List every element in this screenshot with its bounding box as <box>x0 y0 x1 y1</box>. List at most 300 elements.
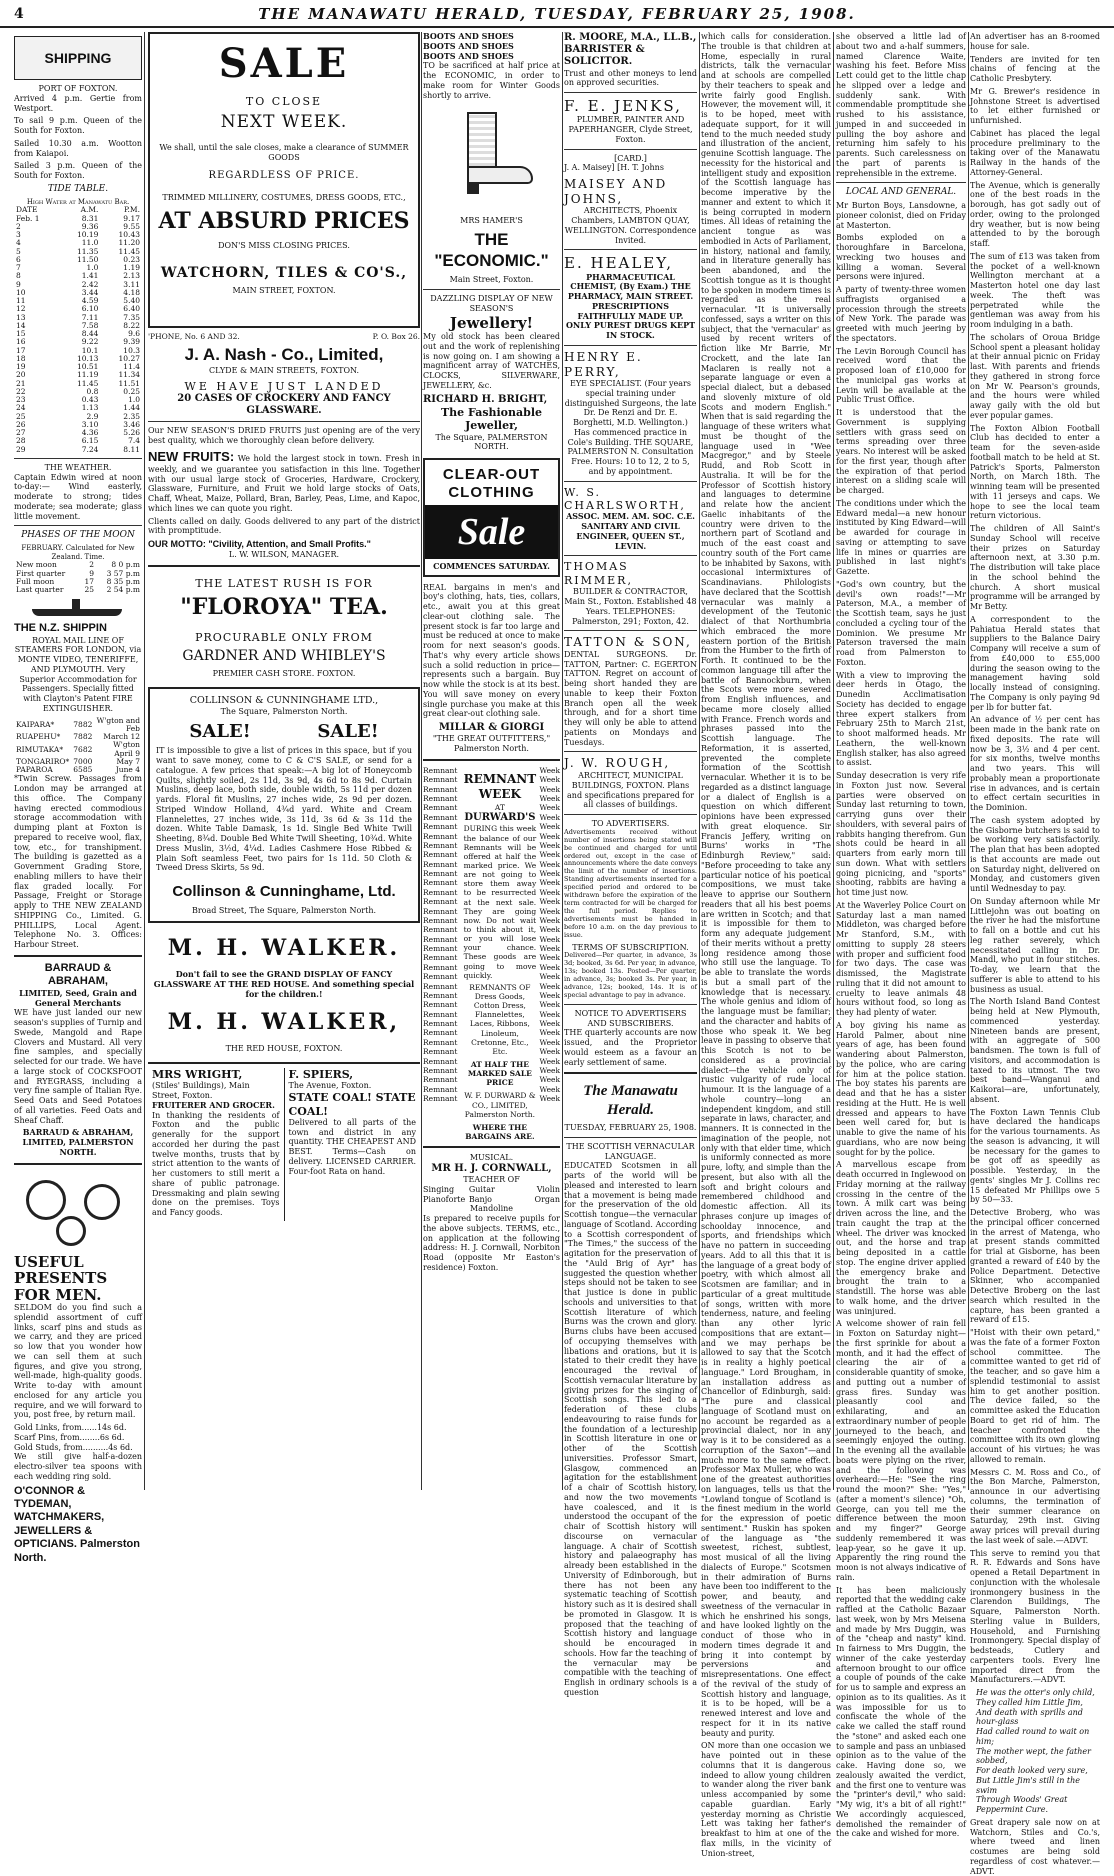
tide-cell: 10.19 <box>76 230 99 239</box>
to-advertisers-body: Advertisements received without number of insertions being stated will be continued and charged for until ordered out, except in the case of announcements where the date conveys the limit of the number of insertions. Standing advertisements inserted for a specified period and ordered to be withdrawn before the expiration of the term contracted for will be charged for the full period. Replies to advertisements must be handed in before 10 a.m. on the day previous to issue. <box>564 827 697 939</box>
moon-cell: 8 0 p.m <box>111 560 140 570</box>
remnant-body: DURING this week the balance of our Remnants will be offered at half the marked price. We are not going to store them away to be resurrected at the next sale. They are going now. Do not wait to think about it, or you will lose your chance. These goods are going to move quickly. <box>463 824 537 980</box>
tide-cell: 1.13 <box>81 403 99 413</box>
news-brief: "Hoist with their own petard," was the fate of a former Foxton school committee. The committee wanted to get rid of the teacher, and so gave him a splendid testimonial to assist him to get another position. The device failed, so the committee asked the Education Board to get rid of him. The teacher confronted the committee with its own glowing account of his virtues; he was allowed to remain. <box>970 1328 1100 1464</box>
local-news-item: With a view to improving the deer herds in Otago, the Dunedin Acclimatisation Society has decided to engage three expert stalkers from February 25th to March 21st, to shoot malformed heads. Mr Leathern, the well-known English stalker, has also agreed to assist. <box>836 670 966 768</box>
column-rule <box>562 32 563 1490</box>
remnant-label: Remnant <box>423 1000 458 1010</box>
tide-cell: 5.26 <box>123 428 140 437</box>
tide-cell: 0.25 <box>123 386 140 396</box>
remnants-of: REMNANTS OF Dress Goods, Cotton Dress, Flannelettes, Laces, Ribbons, Linoleum, Cretonne, Etc., Etc. <box>469 982 531 1056</box>
week-label: Week <box>539 878 560 888</box>
clearout-sale-word: Sale <box>425 505 558 559</box>
bright-address: The Square, PALMERSTON NORTH. <box>435 432 548 452</box>
charlsworth-sub: ASSOC. MEM. AM. SOC. C.E. SANITARY AND CIVIL ENGINEER, QUEEN ST., LEVIN. <box>566 511 695 551</box>
bright-title: The Fashionable Jeweller, <box>440 405 543 433</box>
tide-table-title: TIDE TABLE. <box>47 183 109 194</box>
remnant-label: Remnant <box>423 784 458 794</box>
tide-cell: 1.41 <box>81 271 99 281</box>
collinson-address: The Square, Palmerston North. <box>220 706 348 716</box>
week-label: Week <box>539 1037 560 1047</box>
sailing-cell: 7000 <box>73 756 93 766</box>
remnant-label: Remnant <box>423 775 458 785</box>
column-professional <box>564 32 697 1697</box>
millar-sub: "THE GREAT OUTFITTERS," Palmerston North. <box>432 734 551 754</box>
tide-cell: 3 <box>16 230 21 239</box>
tide-cell: 3.10 <box>81 419 99 429</box>
wright-spiers-ads <box>148 1062 420 1221</box>
remnant-label: Remnant <box>423 962 458 972</box>
poem-line: He was the otter's only child, <box>976 1688 1095 1697</box>
column-shipping <box>14 32 142 1564</box>
tide-cell: 1.19 <box>123 263 140 272</box>
useful-presents-title: USEFUL PRESENTS FOR MEN. <box>14 1252 108 1304</box>
tide-cell: 3.46 <box>123 419 140 429</box>
cornwall-name: MR H. J. CORNWALL, <box>431 1162 552 1174</box>
remnant-label: Remnant <box>423 822 458 832</box>
remnant-label: Remnant <box>423 1084 458 1094</box>
nz-shipping-footer: *Twin Screw. Passages from London may be arranged at this office. The Company having erected commodious storage accommodation with dumping plant at Foxton is prepared to receive wool, flax, tow, etc., for transhipment. The building is gazetted as a Government Grading Store, enabling millers to have their flax graded locally. For Passage, Freight or Storage apply to THE NEW ZEALAND SHIPPING Co., Limited. G. PHILLIPS, Local Agent. Telephone No. 3. Offices: Harbour Street. <box>14 774 142 950</box>
tide-cell: 5 <box>16 246 21 256</box>
boots-heading: BOOTS AND SHOES <box>423 40 514 51</box>
local-news-item: A party of twenty-three women suffragists organised a procession through the streets of New York. The parade was greeted with much jeering by the spectators. <box>836 285 966 343</box>
musical-heading: MUSICAL. <box>469 1153 514 1163</box>
masthead <box>0 0 1114 28</box>
news-brief: This serve to remind you that R. R. Edwards and Sons have opened a Retail Department in conjunction with the wholesale ironmongery business in the Clarendon Buildings, The Square, Palmerston North. Sterling value in Builders, Household, and Furnishing Ironmongery. Special display of bedsteads, Cutlery and carpenters tools. Every line imported direct from the Manufacturers.—ADVT. <box>970 1548 1100 1685</box>
sailing-row <box>14 766 142 774</box>
tide-cell: 1.44 <box>123 403 140 413</box>
tide-cell: 6 <box>16 254 21 264</box>
moon-cell: 2 54 p.m <box>106 585 140 595</box>
article-continued: which calls for consideration. The trouble is that children at Home, especially in rural districts, talk the vernacular and at schools are compelled by their teachers to speak and write fairly good English. However, the movement will, it is to be hoped, meet with adequate support, for it will tend to the much needed study and illustration of the ancient, genuine Scottish language. The necessity for the historical and intelligent study and exposition of the Scottish language has become imperative by the manner and extent to which it is being corrupted in modern times. All ideas of retaining the ancient tongue as was embodied in Acts of Parliament, in history, national and family, and in literature generally has been abandoned, and the Scottish tongue as it is thought to be spoken in modern times is regarded as the real vernacular. "It is universally confessed, says a writer on this subject, that the 'vernacular' as used by recent writers of fiction like Mr Barrie, Mr Crockett, and the late Ian Maclaren is really not a separate language or even a special dialect, but a debased and slovenly mixture of old Scots and modern English." When that is said regarding the language of these writers what must be thought of the language used in "Wee Macgregor," and by Steele Rudd, and Rob Scott in Australia. It will be for the Professor of Scottish history and languages to determine and relate how the ancient Gaelic inhabitants of the country were driven to the northern part of Scotland and much of the east coast and country south of the Fort came to be inhabited by Saxons, with occasional intermixtures of Scandinavians. Philologists have declared that the Scottish vernacular was mainly a development of the Teutonic dialect of that Northumbria which embraced the more eastern portion of the British from the Humber to the firth of Forth. It continued to be the common language till after the battle of Bannockburn, when the Scots were more severed from English influences, and became more closely allied with France. French words and phrases passed into the Scottish language. The Reformation, it is asserted, prevented the complete formation of the Scottish vernacular. Whether it is to be regarded as a distinct language or a dialect of English is a question on which different opinions have been expressed with great eloquence. Sir Francis Jeffery, writing on Burns' works in "The Edinburgh Review," said: "Before proceeding to take any particular notice of his poetical compositions, we must take leave to apprise our Southern readers that all his best poems are written in Scotch; and that it is impossible for them to form any adequate judgement of their merits without a pretty long residence among those who still use the language. To be able to translate the words is but a small part of the knowledge that is necessary. The whole genius and idiom of the language must be familiar; and the character and habits of those who speak it. We beg leave in passing to observe that this Scotch is not to be considered as a provincial dialect—the vehicle only of rustic vulgarity of rude local humour. It is the language of a whole country—long an independent kingdom, and still separate in laws, character, and manners. It is connected in the imagination of the people, not only with that elder time, which is uniformly connected as more pure, lofty, and simple than the present, but also with all the soft and bright colours and remembered childhood and domestic affection. All its phrases conjure up images of schoolday innocence, and sports, and friendships which have no pattern in succeeding years. Add to all this that it is the language of a great body of poetry, with which almost all Scotsmen are familiar; and in particular of a great multitude of songs, written with more tenderness, nature, and feeling than any other lyric compositions that are extant—and we may perhaps be allowed to say that the Scotch is in reality a highly poetical language." Lord Brougham, in an installation address as Chancellor of Edinburgh, said: "The pure and classical language of Scotland must on no account be regarded as a provincial dialect, nor in any way is it to be considered as a corruption of the Saxon"—and much more to the same effect. Professor Max Muller, who was one of the greatest authorities on languages, tells us that the "Lowland tongue of Scotland is the finest medium in the world for the expression of poetic sentiment." Ruskin has spoken of the language as "the sweetest, richest, subtlest, most musical of all the living dialects of Europe." Scotsmen in their admiration of Burns have been too indifferent to the power, and beauty, and sweetness of the vernacular in which he enshrined his songs, and have looked lightly on the conduct of those who in modern times degrade it and bring it into contempt by perversions and misrepresentations. One effect of the revival of the study of Scottish history and language, it is to be hoped, will be a renewed interest and love and respect for it in its native beauty and purity. <box>701 32 831 1738</box>
week-label: Week <box>539 775 560 785</box>
sailing-cell: W'gton April 9 <box>113 740 140 758</box>
week-label: Week <box>539 822 560 832</box>
week-label: Week <box>539 925 560 935</box>
instrument: Banjo <box>468 1194 492 1204</box>
news-brief: The North Island Band Contest being held at New Plymouth, commenced yesterday. Nineteen bands are present, with an aggregate of 500 bandsmen. The town is full of visitors, and accommodation is taxed to its utmost. The two best band—Wanganui and Kaikorai—are, unfortunately, absent. <box>970 997 1100 1104</box>
week-label: Week <box>539 1028 560 1038</box>
week-label: Week <box>539 915 560 925</box>
sale-absurd-prices: AT ABSURD PRICES <box>158 208 410 235</box>
sale-regardless: REGARDLESS OF PRICE. <box>208 170 360 182</box>
tide-cell: 16 <box>16 337 26 347</box>
tide-cell: 8.22 <box>123 320 140 330</box>
tide-cell: 0.43 <box>81 395 99 404</box>
nz-shipping-body: ROYAL MAIL LINE OF STEAMERS FOR LONDON, via MONTE VIDEO, TENERIFFE, AND PLYMOUTH. Very Superior Accommodation for Passengers. Specially fitted with Clayton's Patent FIRE EXTINGUISHER. <box>14 635 142 713</box>
local-news-item: It has been maliciously reported that the wedding cake raffled at the Catholic Bazaar last week, won by Mrs Meisena and made by Mrs Duggin, was of the "cheap and nasty" kind. In fairness to Mrs Duggin, the winner of the cake yesterday afternoon brought to our office a couple of pounds of the cake for us to sample and express an opinion as to its qualities. As it was impossible for us to confiscate the whole of the cake we called the staff round the "stone" and asked each one to sample and pass an unbiased opinion as to the value of the cake. Having done so, we zealously awaited the verdict, and the first one to venture was the "printer's devil," who said: "My wig, it's a bit of all right!" We accordingly acquiesced, demolished the remainder of the cake and wished for more. <box>836 1585 966 1839</box>
barraud-body: WE have just landed our new season's supplies of Turnip and Swede, Mangold and Rape Clovers and Mustard. All very fine samples, and specially selected for our trade. We have a large stock of COCKSFOOT and RYEGRASS, including a very fine sample of Italian Rye. Seed Oats and Seed Potatoes of all varieties. Feed Oats and Sheaf Chaff. <box>14 1008 142 1125</box>
week-label: Week <box>539 859 560 869</box>
poem-line: Through Woods' Great Peppermint Cure. <box>976 1795 1068 1814</box>
boots-heading: BOOTS AND SHOES <box>423 50 514 61</box>
moore-heading: R. MOORE, M.A., LL.B., BARRISTER & SOLICITOR. <box>564 32 697 68</box>
tide-cell: 3.11 <box>123 279 140 289</box>
nash-title: J. A. Nash - Co., Limited, <box>184 345 384 365</box>
nash-fruits-intro: Our NEW SEASON'S DRIED FRUITS just opening are of the very best quality, which we thoroughly clean before delivery. <box>148 426 420 446</box>
column-rule <box>699 32 700 1490</box>
tide-cell: 6.15 <box>81 436 99 446</box>
tide-cell: 9 <box>16 279 21 289</box>
nz-shipping-title: THE N.Z. SHIPPIN <box>14 622 107 635</box>
remnant-label: Remnant <box>423 1056 458 1066</box>
week-label: Week <box>539 1084 560 1094</box>
where-bargains: WHERE THE BARGAINS ARE. <box>465 1122 535 1141</box>
tide-row <box>14 446 142 454</box>
river-warning: ON more than one occasion we have pointed out in these columns that it is dangerous indeed to allow young children to wander along the river bank unless accompanied by some capable guardian. Early yesterday morning as Christie Lett was taking her father's breakfast to him at one of the flax mills, in the vicinity of Union-street, <box>701 1741 831 1858</box>
tide-cell: 3.44 <box>81 287 99 297</box>
tatton-sub: DENTAL SURGEONS. Dr. TATTON, Partner: C. EGERTON TATTON. Regret on account of being short handed they are unable to keep their Foxton Branch open all the week through, and for a short time they will only be able to attend patients on Mondays and Tuesdays. <box>564 649 697 747</box>
column-article-cont <box>701 32 831 1858</box>
tide-cell: 15 <box>16 329 26 338</box>
herald-nameplate: The Manawatu Herald. <box>583 1083 678 1118</box>
clearout-advert <box>423 458 560 577</box>
sale-to-close: TO CLOSE <box>245 94 323 108</box>
sale-trimmed: TRIMMED MILLINERY, COSTUMES, DRESS GOODS, ETC., <box>162 192 406 202</box>
wright-line: FRUITERER AND GROCER. <box>152 1099 275 1110</box>
arrivals-list <box>14 94 142 181</box>
tide-cell: 2.9 <box>86 411 99 421</box>
article-title: THE SCOTTISH VERNACULAR LANGUAGE. <box>566 1141 695 1161</box>
tide-row <box>14 322 142 330</box>
walker-address: THE RED HOUSE, FOXTON. <box>225 1044 343 1054</box>
moon-cell: 2 <box>89 560 94 570</box>
local-news-item: At the Waverley Police Court on Saturday last a man named Middleton, was charged before Mr Stanford, S.M., with omitting to supply 28 steers with proper and sufficient food for two days. The case was dismissed, the Magistrate ruling that it did not amount to cruelty to leave animals 48 hours without food, so long as they had plenty of water. <box>836 900 966 1018</box>
collinson-address-2: Broad Street, The Square, Palmerston North. <box>191 905 377 915</box>
instrument: Pianoforte <box>423 1194 466 1204</box>
arrival-item: Sailed 3 p.m. Queen of the South for Foxton. <box>14 161 142 180</box>
remnant-label: Remnant <box>423 1075 458 1085</box>
steamer-icon <box>14 597 142 619</box>
sailing-cell: June 4 <box>115 765 140 775</box>
nash-address: CLYDE & MAIN STREETS, FOXTON. <box>208 365 360 375</box>
poem-line: For death looked very sure, <box>976 1766 1088 1775</box>
local-news-item: The conditions under which the Edward medal—a new honour instituted by King Edward—will be awarded for courage in saving or attempting to save life in mines or quarries are published in last night's Gazette. <box>836 498 966 577</box>
barraud-footer: BARRAUD & ABRAHAM, LIMITED, PALMERSTON NORTH. <box>22 1127 134 1157</box>
collinson-advert <box>148 687 420 923</box>
price-line: Scarf Pins, from........6s 6d. <box>14 1432 125 1442</box>
durward-company: W. F. DURWARD & CO., LIMITED, Palmerston North. <box>464 1091 536 1119</box>
port-heading: PORT OF FOXTON. <box>38 84 118 93</box>
notice-body: THE quarterly accounts are now issued, and the Proprietor would esteem as a favour an early settlement of same. <box>564 1028 697 1067</box>
news-brief: The Avenue, which is generally one of the best roads in the borough, has got sadly out of order, owing to the prolonged dry weather, but is now being attended to by the borough staff. <box>970 180 1100 248</box>
nash-crates: 20 CASES OF CROCKERY AND FANCY GLASSWARE. <box>177 393 391 417</box>
sailing-cell: RUAPEHU* <box>16 732 61 742</box>
nz-sailings-table <box>14 717 142 775</box>
week-label: Week <box>539 962 560 972</box>
price-line: Gold Studs, from..........4s 6d. <box>14 1442 133 1452</box>
column-rule <box>968 32 969 1490</box>
tide-cell: 10.43 <box>118 230 140 239</box>
newspaper-title: THE MANAWATU HERALD, TUESDAY, FEBRUARY 25, 1908. <box>258 5 856 23</box>
tide-cell: 7.11 <box>81 312 99 322</box>
remnant-label: Remnant <box>423 972 458 982</box>
local-news-item: The Levin Borough Council has received word that the proposed loan of £10,000 for the municipal gas works at Levin will be available at the Public Trust Office. <box>836 346 966 405</box>
hamer-label: MRS HAMER'S <box>460 216 523 226</box>
news-brief: Mr G. Brewer's residence in Johnstone Street is advertised to let either furnished or unfurnished. <box>970 86 1100 125</box>
week-label: Week <box>539 981 560 991</box>
moon-cell: Last quarter <box>16 585 64 595</box>
collinson-body: IT is impossible to give a list of prices in this space, but if you want to save money, come to C & C'S SALE, or send for a catalogue. A few prices that speak:—A big lot of Honeycomb Quilts, slightly soiled, 2s 11d, 3s 9d, 4s 6d to 8s 9d. Curtain Muslins, deep lace, both side, double width, 5s 11d per dozen yards. Floral fit Muslins, 27 inches wide, 2s 9d per dozen. Striped Window Holland, 4¾d yard. White and Cream Flannelettes, 27 inches wide, 3s 11d, 3s 6d & 3s 11d the dozen. White Table Damask, 1s 1d. Single Bed White Twill Sheeting, 8¾d. Double Bed White Twill Sheeting, 10¾d. White Dress Muslin, 3½d, 4¼d. Ladies Cashmere Hose Ribbed & Plain Soft seamless Feet, two pairs for 1s 11d. 50 Cloth & Tweed Dress Skirts, 5s 9d. <box>156 746 412 873</box>
news-brief: The children of All Saint's Sunday School will receive their prizes on Saturday afternoon next, at 3.30 p.m. The distribution will take place in the school behind the church. A short musical programme will be arranged by Mr Betty. <box>970 524 1100 611</box>
perry-sub: EYE SPECIALIST. (Four years special training under distinguished Surgeons, the late Dr. De Renzi and Dr. E. Borghetti, M.D. Wellington.) Has commenced practice in Cole's Building. THE SQUARE, PALMERSTON N. Consultation Free. Hours: 10 to 12, 2 to 5, and by appointment. <box>564 379 697 476</box>
news-brief: An advance of ½ per cent has been made in the bank rate on fixed deposits. The rate will now be 3, 3½ and 4 per cent. for six months, twelve months and two years. This will probably mean a proportionate rise in advances, and is certain to effect certain securities in the Dominion. <box>970 715 1100 812</box>
local-news-item: It is understood that the Government is supplying settlers with grass seed on terms spreading over three years. No interest will be asked for the first year, though after the expiration of that period interest on a sliding scale will be charged. <box>836 408 966 496</box>
cornwall-body: Is prepared to receive pupils for the above subjects. TERMS, etc., on application at the following address: H. J. Cornwall, Norbiton Road (opposite Mr Easton's residence) Foxton. <box>423 1214 560 1272</box>
remnant-label: Remnant <box>423 1094 458 1104</box>
terms-body: Delivered—Per quarter, in advance, 3s 3d; booked, 3s 6d. Per year, in advance, 13s; booked 13s. Posted—Per quarter, in advance, 3s; booked 3s. Per year, in advance, 12s; booked, 14s. It is of special advantage to pay in advance. <box>564 951 697 1000</box>
tide-cell: 28 <box>16 436 26 446</box>
news-brief: Messrs C. M. Ross and Co., of the Bon Marche, Palmerston, announce in our advertising columns, the termination of their summer clearance on Saturday, 29th inst. Giving away prices will prevail during the last week of sale.—ADVT. <box>970 1467 1100 1545</box>
tide-cell: 21 <box>16 378 26 388</box>
remnant-label: Remnant <box>423 887 458 897</box>
tide-cell: 0.23 <box>123 254 140 264</box>
tide-cell: 20 <box>16 370 26 380</box>
tide-cell: 11.20 <box>118 238 140 248</box>
watchorn-address: MAIN STREET, FOXTON. <box>232 286 336 296</box>
tide-cell: 2.35 <box>123 411 140 421</box>
wright-body: In thanking the residents of Foxton and the public generally for the support accorded her during the past twelve months, trusts that by strict attention to the wants of her customers to still merit a share of public patronage. Dressmaking and plain sewing done on the premises. Toys and Fancy goods. <box>152 1110 280 1218</box>
tide-cell: 9.6 <box>128 329 140 338</box>
remnant-label: Remnant <box>423 990 458 1000</box>
dazzling-heading: DAZZLING DISPLAY OF NEW SEASON'S <box>430 294 553 313</box>
tide-row <box>14 388 142 396</box>
tide-cell: 1.0 <box>128 395 140 404</box>
remnant-label: Remnant <box>423 925 458 935</box>
sale-dont-miss: DON'S MISS CLOSING PRICES. <box>218 241 350 251</box>
sailing-cell: 6585 <box>73 765 93 775</box>
spiers-coal: STATE COAL! STATE COAL! <box>288 1091 416 1118</box>
tide-cell: 7.58 <box>81 320 99 330</box>
arrival-item: To sail 9 p.m. Queen of the South for Foxton. <box>14 116 142 135</box>
moon-cell: 25 <box>84 585 94 595</box>
tide-cell: 1.0 <box>86 263 99 272</box>
local-news-item: A marvellous escape from death occurred in Inglewood on Friday morning at the railway crossing in the centre of the town. A milk cart was being driven across the line, and the train caught the trap at the wheel. The driver was knocked out, and the horse and trap being deposited in a cattle stop. The engine driver applied the emergency brake and brought the train to a standstill. The horse was able to walk home, and the driver was uninjured. <box>836 1160 966 1316</box>
tide-cell: 8.31 <box>81 213 99 223</box>
week-label: Week <box>539 803 560 813</box>
nash-motto: OUR MOTTO: "Civility, Attention, and Small Profits." <box>148 539 371 550</box>
tide-cell: 11.45 <box>76 378 99 388</box>
sailing-cell: W'gton and Feb <box>96 715 140 733</box>
week-label: Week <box>539 794 560 804</box>
weather-title: THE WEATHER. <box>44 462 112 472</box>
tide-cell: 7.24 <box>81 444 99 454</box>
week-label: Week <box>539 934 560 944</box>
remnant-label: Remnant <box>423 897 458 907</box>
moon-cell: 17 <box>84 576 94 586</box>
news-brief: The sum of £13 was taken from the pocket of a well-known Wellington merchant at a Masterton hotel one day last week. The theft was perpetrated while the gentleman was away from his room indulging in a bath. <box>970 251 1100 329</box>
moon-cell: First quarter <box>16 568 66 578</box>
weather-report: Captain Edwin wired at noon to-day:— Wind easterly, moderate to strong; tides moderate; sea moderate; glass little movement. <box>14 472 142 521</box>
sale-heading: SALE <box>218 40 350 87</box>
sailing-cell: May 7 <box>116 756 140 766</box>
tide-header: P.M. <box>124 205 140 215</box>
tide-cell: 5.40 <box>123 296 140 305</box>
moon-subtitle: FEBRUARY. Calculated for New Zealand. Time. <box>21 544 135 561</box>
editorial-date: TUESDAY, FEBRUARY 25, 1908. <box>564 1123 697 1133</box>
tide-cell: 10.3 <box>123 345 140 355</box>
sailing-cell: RIMUTAKA* <box>16 744 64 754</box>
tide-header: A.M. <box>80 205 99 215</box>
local-news-item: Bombs exploded on a thoroughfare in Barcelona, wrecking two houses and killing a woman. Several persons were injured. <box>836 233 966 282</box>
tide-cell: 9.55 <box>123 221 140 231</box>
sailing-cell: 7882 <box>73 719 93 729</box>
local-news-item: A welcome shower of rain fell in Foxton on Saturday night—the first sprinkle for about a month, and it had the effect of clearing the air of a considerable quantity of smoke, and putting out a number of grass fires. Sunday was pleasantly cool and exhilarating, and an extraordinary number of people journeyed to the beach, and seemingly enjoyed the outing. In the evening all the available boats were plying on the river, and the following was overheard:—He: "See the ring round the moon?" She: "Yes," (after a moment's silence) "Oh, George, can you tell me the difference between the moon and my finger?" George suddenly remembered it was leap-year, so he gave it up. Apparently the ring round the moon is not always indicative of rain. <box>836 1319 966 1582</box>
tea-latest-rush: THE LATEST RUSH IS FOR <box>195 576 373 590</box>
boots-heading: BOOTS AND SHOES <box>423 31 514 41</box>
gardner-whibley: GARDNER AND WHIBLEY'S <box>182 648 386 665</box>
nash-clients: Clients called on daily. Goods delivered to any part of the district with promptitude. <box>148 516 420 536</box>
week-label: Week <box>539 953 560 963</box>
moore-body: Trust and other moneys to lend on approved securities. <box>564 68 697 88</box>
moon-cell: 9 <box>89 568 94 578</box>
tide-cell: 11.50 <box>76 254 99 264</box>
tide-cell: 23 <box>16 395 26 404</box>
sailing-cell: KAIPARA* <box>16 719 55 729</box>
tide-cell: 24 <box>16 403 26 413</box>
column-rule <box>421 32 422 1490</box>
walker-title-2: M. H. WALKER, <box>167 1009 401 1036</box>
tide-cell: 4 <box>16 238 21 248</box>
sale-advert <box>148 32 420 328</box>
oconnor-tydeman: O'CONNOR & TYDEMAN, WATCHMAKERS, JEWELLERS & OPTICIANS. Palmerston North. <box>14 1484 140 1564</box>
cornwall-sub: TEACHER OF <box>463 1175 520 1185</box>
moon-title: PHASES OF THE MOON <box>21 530 135 541</box>
moon-cell: 3 57 p.m <box>106 568 140 578</box>
remnant-label: Remnant <box>423 1028 458 1038</box>
tide-cell: 10.51 <box>76 362 99 371</box>
river-warning-cont: she observed a little lad of about two and a-half summers, named Clarence Waite, washing his feet. Before Miss Lett could get to the little chap he slipped over a ledge and suddenly sank. With commendable promptitude she rushed to his assistance, jumped in and succeeded in pulling the boy ashore and returning him safely to his parents. Such carelessness on the part of parents is reprehensible in the extreme. <box>836 32 966 178</box>
news-brief: Cabinet has placed the legal procedure preliminary to the taking over of the Manawatu Railway in the hands of the Attorney-General. <box>970 128 1100 177</box>
barraud-subtitle: LIMITED, Seed, Grain and General Merchants <box>19 987 137 1008</box>
tide-cell: 11.45 <box>118 246 140 256</box>
healey-sub: PHARMACEUTICAL CHEMIST, (By Exam.) THE PHARMACY, MAIN STREET. PRESCRIPTIONS FAITHFULLY MADE UP. ONLY PUREST DRUGS KEPT IN STOCK. <box>565 271 696 341</box>
news-brief: The Foxton Albion Football Club has decided to enter a team for the seven-aside football match to be held at St. Patrick's Sports, Palmerston North, on March 18th. The winning team will be presented with 11 jerseys and caps. We hope to see the local team return victorious. <box>970 423 1100 521</box>
tide-cell: 29 <box>16 444 26 454</box>
tide-cell: 9.36 <box>81 221 99 231</box>
week-label: Week <box>539 1094 560 1104</box>
poem-line: The mother wept, the father sobbed, <box>976 1746 1091 1766</box>
poem-line: They called him Little Jim, <box>976 1697 1083 1707</box>
spiers-body: Delivered to all parts of the town and district in any quantity. THE CHEAPEST AND BEST. Terms—Cash on delivery. LICENSED CARRIER. Four-foot Rata on hand. <box>288 1117 416 1176</box>
remnant-label: Remnant <box>423 981 458 991</box>
tide-cell: 10.13 <box>76 353 99 363</box>
instrument: Mandoline <box>469 1204 514 1214</box>
sailing-cell: TONGARIRO* <box>16 756 70 766</box>
tide-cell: 11.51 <box>118 378 140 388</box>
news-brief: An advertiser has an 8-roomed house for sale. <box>970 32 1100 51</box>
nash-phone: 'PHONE, No. 6 AND 32. <box>148 332 240 341</box>
instrument: Singing <box>423 1184 455 1194</box>
maisey-sub: ARCHITECTS, Phoenix Chambers, LAMBTON QUAY, WELLINGTON. Correspondence Invited. <box>564 206 697 245</box>
remnant-label: Remnant <box>423 812 458 822</box>
tide-cell: 22 <box>16 386 26 396</box>
spiers-sub: The Avenue, Foxton. <box>288 1081 372 1091</box>
tide-cell: 8.44 <box>81 329 99 338</box>
tide-cell: 4.59 <box>81 296 99 305</box>
boot-illustration <box>423 106 560 210</box>
column-local-general <box>836 32 966 1839</box>
tide-cell: 25 <box>16 411 26 421</box>
sailing-cell: 7882 <box>73 732 93 742</box>
local-general-title: LOCAL AND GENERAL. <box>845 187 957 198</box>
news-brief: The cash system adopted by the Gisborne butchers is said to be working very satisfactorily. The plan that has been adopted is that accounts are made out on Saturday night, delivered on Monday, and customers given until Wednesday to pay. <box>970 815 1100 893</box>
rimmer-sub: BUILDER & CONTRACTOR, Main St., Foxton. Established 48 Years. TELEPHONES: Palmerston, 291; Foxton, 42. <box>564 587 697 626</box>
tide-cell: 11.35 <box>76 246 99 256</box>
local-news-item: Sunday desecration is very rife in Foxton just now. Several parties were observed on Sunday last returning to town, carrying guns over their shoulders, with several pairs of rabbits hanging therefrom. Gun shots could be heard in all quarters from early morn till sun down. What with settlers going picnicing, and "sports" shooting, rabbits are having a hot time just now. <box>836 771 966 898</box>
wright-advert <box>148 1068 285 1221</box>
sailing-row <box>14 741 142 758</box>
remnant-at: AT <box>494 803 505 813</box>
maisey-name: MAISEY AND JOHNS, <box>564 177 668 206</box>
floroya-tea-advert <box>148 577 420 679</box>
notice-heading: NOTICE TO ADVERTISERS AND SUBSCRIBERS. <box>574 1008 687 1028</box>
tide-table-subtitle: High Water at Manawatu Bar. <box>26 197 130 206</box>
tide-cell: 19 <box>16 362 26 371</box>
jewellery-heading: Jewellery! <box>449 313 534 332</box>
premier-cash-store: PREMIER CASH STORE. FOXTON. <box>212 669 356 679</box>
remnant-label: Remnant <box>423 906 458 916</box>
rough-sub: ARCHITECT, MUNICIPAL BUILDINGS, FOXTON. Plans and specifications prepared for all classes of buildings. <box>567 771 694 810</box>
nash-landed: WE HAVE JUST LANDED <box>184 379 384 393</box>
shipping-logo: SHIPPING <box>14 36 142 80</box>
economic-address: Main Street, Foxton. <box>449 275 534 285</box>
collinson-heading: COLLINSON & CUNNINGHAME LTD., <box>189 695 379 707</box>
remnant-label: Remnant <box>423 831 458 841</box>
tide-cell: 9.22 <box>81 337 99 347</box>
barraud-title: BARRAUD & ABRAHAM, <box>44 961 112 988</box>
tide-header: DATE <box>16 205 38 215</box>
instrument-list <box>423 1185 560 1214</box>
arrival-item: Arrived 4 p.m. Gertie from Westport. <box>14 93 142 113</box>
tide-cell: 13 <box>16 312 26 322</box>
rimmer-name: THOMAS RIMMER, <box>564 560 633 587</box>
tide-cell: 10.1 <box>81 345 99 355</box>
tide-cell: 2.13 <box>123 271 140 281</box>
useful-presents-body: SELDOM do you find such a splendid assortment of cuff links, scarf pins and studs as we carry, and they are priced so low that you wonder how we can sell them at such figures, and give you strong, well-made, high-quality goods. Write to-day with amount enclosed for any article you require, and we will forward to you, post free, by return mail. <box>14 1303 142 1420</box>
cufflinks-illustration <box>14 1170 142 1250</box>
boots-body: TO be sacrificed at half price at the ECONOMIC, in order to make room for Winter Goods shortly to arrive. <box>423 61 560 100</box>
remnant-label: Remnant <box>423 869 458 879</box>
week-label: Week <box>539 1065 560 1075</box>
tide-cell: 11.4 <box>123 362 140 371</box>
tide-cell: 17 <box>16 345 26 355</box>
nash-contacts <box>148 332 420 341</box>
week-label: Week <box>539 944 560 954</box>
tide-cell: 8.11 <box>123 444 140 454</box>
remnant-advert <box>423 766 560 1141</box>
local-news-item: Mr Burton Boys, Lansdowne, a pioneer colonist, died on Friday at Masterton. <box>836 201 966 230</box>
remnant-label: Remnant <box>423 878 458 888</box>
tatton-name: TATTON & SON, <box>564 635 692 650</box>
week-label: Week <box>539 850 560 860</box>
week-label: Week <box>539 972 560 982</box>
tide-cell: 8 <box>16 271 21 281</box>
economic-title: THE "ECONOMIC." <box>434 230 549 270</box>
moon-table <box>14 561 142 594</box>
week-label: Week <box>539 765 560 775</box>
local-news-item: A boy giving his name as Harold Palmer, about nine years of age, has been found wandering about Palmerston, by the police, who are caring for him at the police station. The boy states his parents are dead and that he has a sister residing at the Hutt. He is well dressed and appears to have been well cared for, but is unable to give the name of his guardians, who are now being sought for by the police. <box>836 1020 966 1157</box>
article-body: EDUCATED Scotsmen in all parts of the world will be pleased and interested to learn that a movement is being made for the preservation of the old Scottish tongue—the vernacular language of Scotland. According to a Scottish correspondent of "The Times," the success of the agitation for the preservation of the "Auld Brig of Ayr" has suggested the question whether steps should not be taken to see that justice is done in public schools and universities to that Scottish literature of which Burns was the crown and glory. Burns clubs have been accused of occupying themselves with libations and orations, but it is stated to their credit they have encouraged the revival of Scottish vernacular literature by giving prizes for the singing of Scottish songs. This led to a federation of these clubs endeavouring to raise funds for the foundation of a lectureship in Scottish literature in one or other of the Scottish universities. Professor Smart, Glasgow, commenced an agitation for the establishment of a chair of Scottish history, and now the two movements have coalesced, and it is understood the occupant of the chair of Scottish history will discourse on vernacular language. A chair of Scottish history and palaeography has already been established in the University of Edinborough, but there has not been any systematic teaching of Scottish history such as it is desired shall be promoted in Glasgow. It is proposed that the teaching of Scottish history and language should be encouraged in schools. How far the teaching of the vernacular may be compatible with the teaching of English in ordinary schools is a question <box>564 1161 697 1697</box>
moon-row <box>14 586 142 594</box>
remnant-label: Remnant <box>423 803 458 813</box>
new-fruits-label: NEW FRUITS: <box>148 448 235 464</box>
millar-giorgi: MILLAR & GIORGI <box>438 722 545 734</box>
column-ads-main <box>148 32 420 1490</box>
remnant-label: Remnant <box>423 1009 458 1019</box>
tide-cell: 7 <box>16 263 21 272</box>
sale-next-week: NEXT WEEK. <box>220 112 348 133</box>
